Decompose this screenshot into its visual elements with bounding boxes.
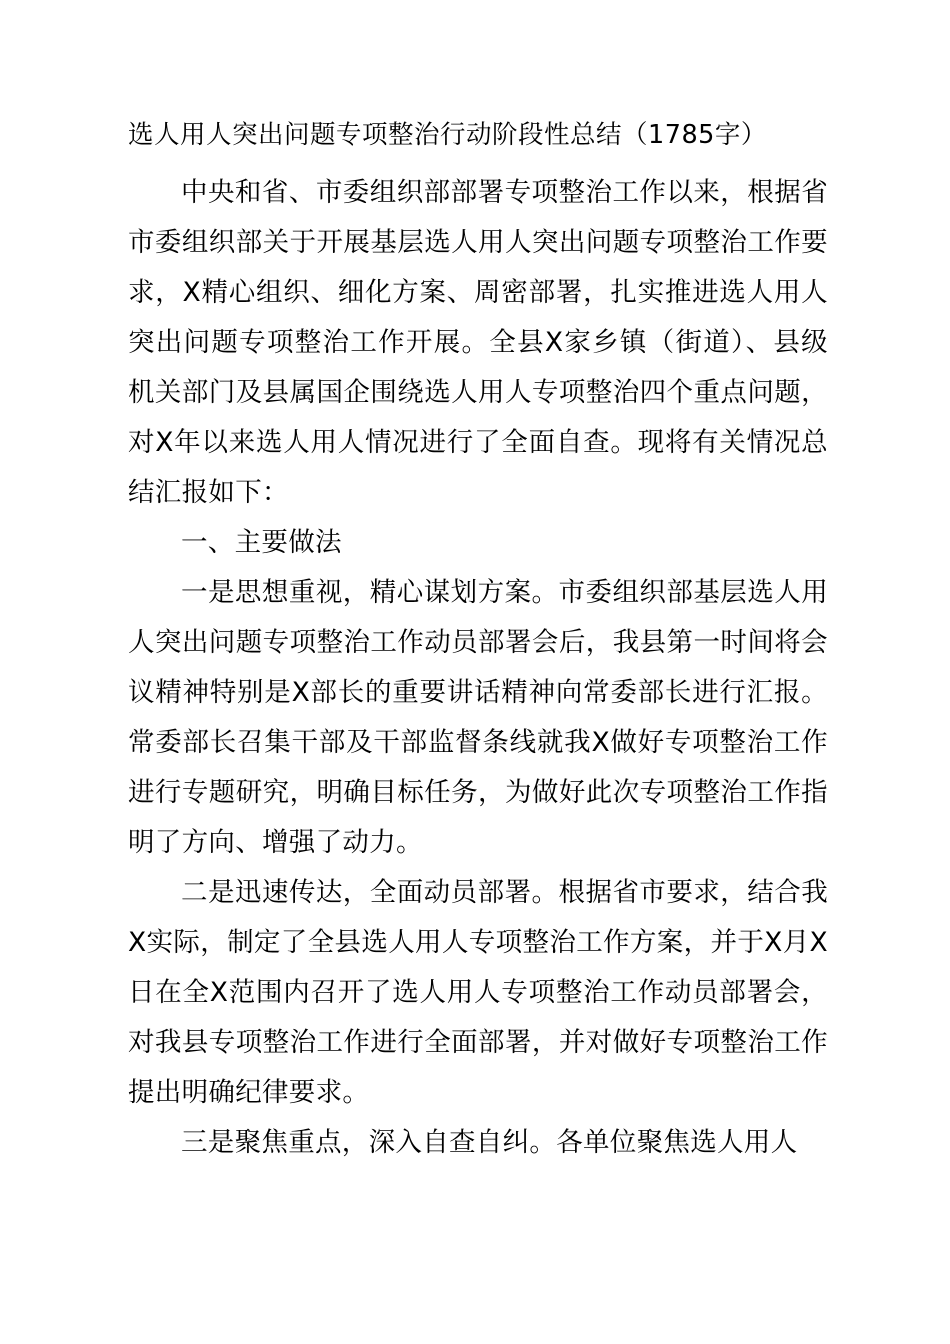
paragraph-1: 中央和省、市委组织部部署专项整治工作以来，根据省市委组织部关于开展基层选人用人突出问题专项整治工作要求，X精心组织、细化方案、周密部署，扎实推进选人用人突出问题专项整治工作开展。全县X家乡镇（街道）、县级机关部门及县属国企围绕选人用人专项整治四个重点问题，对X年以来选人用人情况进行了全面自查。现将有关情况总结汇报如下： bbox=[128, 177, 828, 508]
document-body bbox=[128, 112, 828, 1168]
paragraph-3: 一是思想重视，精心谋划方案。市委组织部基层选人用人突出问题专项整治工作动员部署会后，我县第一时间将会议精神特别是X部长的重要讲话精神向常委部长进行汇报。常委部长召集干部及干部监督条线就我X做好专项整治工作进行专题研究，明确目标任务，为做好此次专项整治工作指明了方向、增强了动力。 bbox=[128, 577, 828, 858]
document-title: 选人用人突出问题专项整治行动阶段性总结（1785字） bbox=[128, 120, 767, 150]
paragraph-5: 三是聚焦重点，深入自查自纠。各单位聚焦选人用人 bbox=[181, 1127, 798, 1158]
paragraph-4: 二是迅速传达，全面动员部署。根据省市要求，结合我X实际，制定了全县选人用人专项整治工作方案，并于X月X日在全X范围内召开了选人用人专项整治工作动员部署会，对我县专项整治工作进行全面部署，并对做好专项整治工作提出明确纪律要求。 bbox=[128, 877, 828, 1108]
paragraph-2: 一、主要做法 bbox=[181, 527, 342, 558]
